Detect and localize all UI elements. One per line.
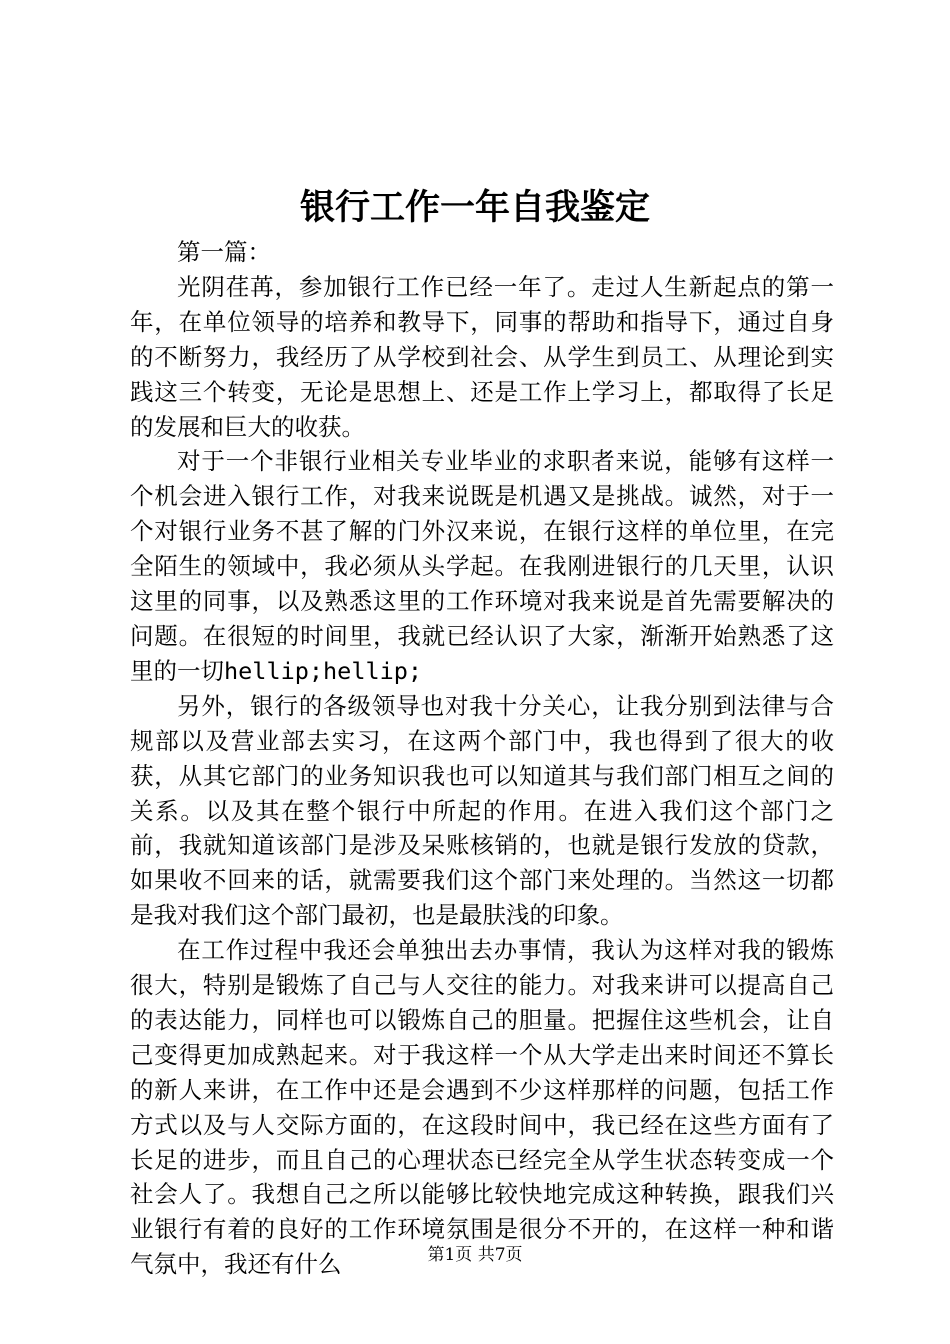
page-footer: 第1页 共7页 (427, 1245, 523, 1265)
document-body (130, 235, 834, 1282)
paragraph: 对于一个非银行业相关专业毕业的求职者来说，能够有这样一个机会进入银行工作，对我来说既是机遇又是挑战。诚然，对于一个对银行业务不甚了解的门外汉来说，在银行这样的单位里，在完全陌生的领域中，我必须从头学起。在我刚进银行的几天里，认识这里的同事，以及熟悉这里的工作环境对我来说是首先需要解决的问题。在很短的时间里，我就已经认识了大家，渐渐开始熟悉了这里的一切hellip;hellip; (130, 447, 834, 685)
paragraph: 另外，银行的各级领导也对我十分关心，让我分别到法律与合规部以及营业部去实习，在这两个部门中，我也得到了很大的收获，从其它部门的业务知识我也可以知道其与我们部门相互之间的关系。以及其在整个银行中所起的作用。在进入我们这个部门之前，我就知道该部门是涉及呆账核销的，也就是银行发放的贷款，如果收不回来的话，就需要我们这个部门来处理的。当然这一切都是我对我们这个部门最初，也是最肤浅的印象。 (130, 691, 834, 930)
section-heading: 第一篇： (177, 238, 271, 266)
paragraph: 在工作过程中我还会单独出去办事情，我认为这样对我的锻炼很大，特别是锻炼了自己与人交往的能力。对我来讲可以提高自己的表达能力，同样也可以锻炼自己的胆量。把握住这些机会，让自己变得更加成熟起来。对于我这样一个从大学走出来时间还不算长的新人来讲，在工作中还是会遇到不少这样那样的问题，包括工作方式以及与人交际方面的，在这段时间中，我已经在这些方面有了长足的进步，而且自己的心理状态已经完全从学生状态转变成一个社会人了。我想自己之所以能够比较快地完成这种转换，跟我们兴业银行有着的良好的工作环境氛围是很分不开的，在这样一种和谐气氛中，我还有什么 (130, 936, 834, 1279)
document-title: 银行工作一年自我鉴定 (299, 187, 650, 228)
paragraph: 光阴荏苒，参加银行工作已经一年了。走过人生新起点的第一年，在单位领导的培养和教导下，同事的帮助和指导下，通过自身的不断努力，我经历了从学校到社会、从学生到员工、从理论到实践这三个转变，无论是思想上、还是工作上学习上，都取得了长足的发展和巨大的收获。 (130, 272, 834, 441)
